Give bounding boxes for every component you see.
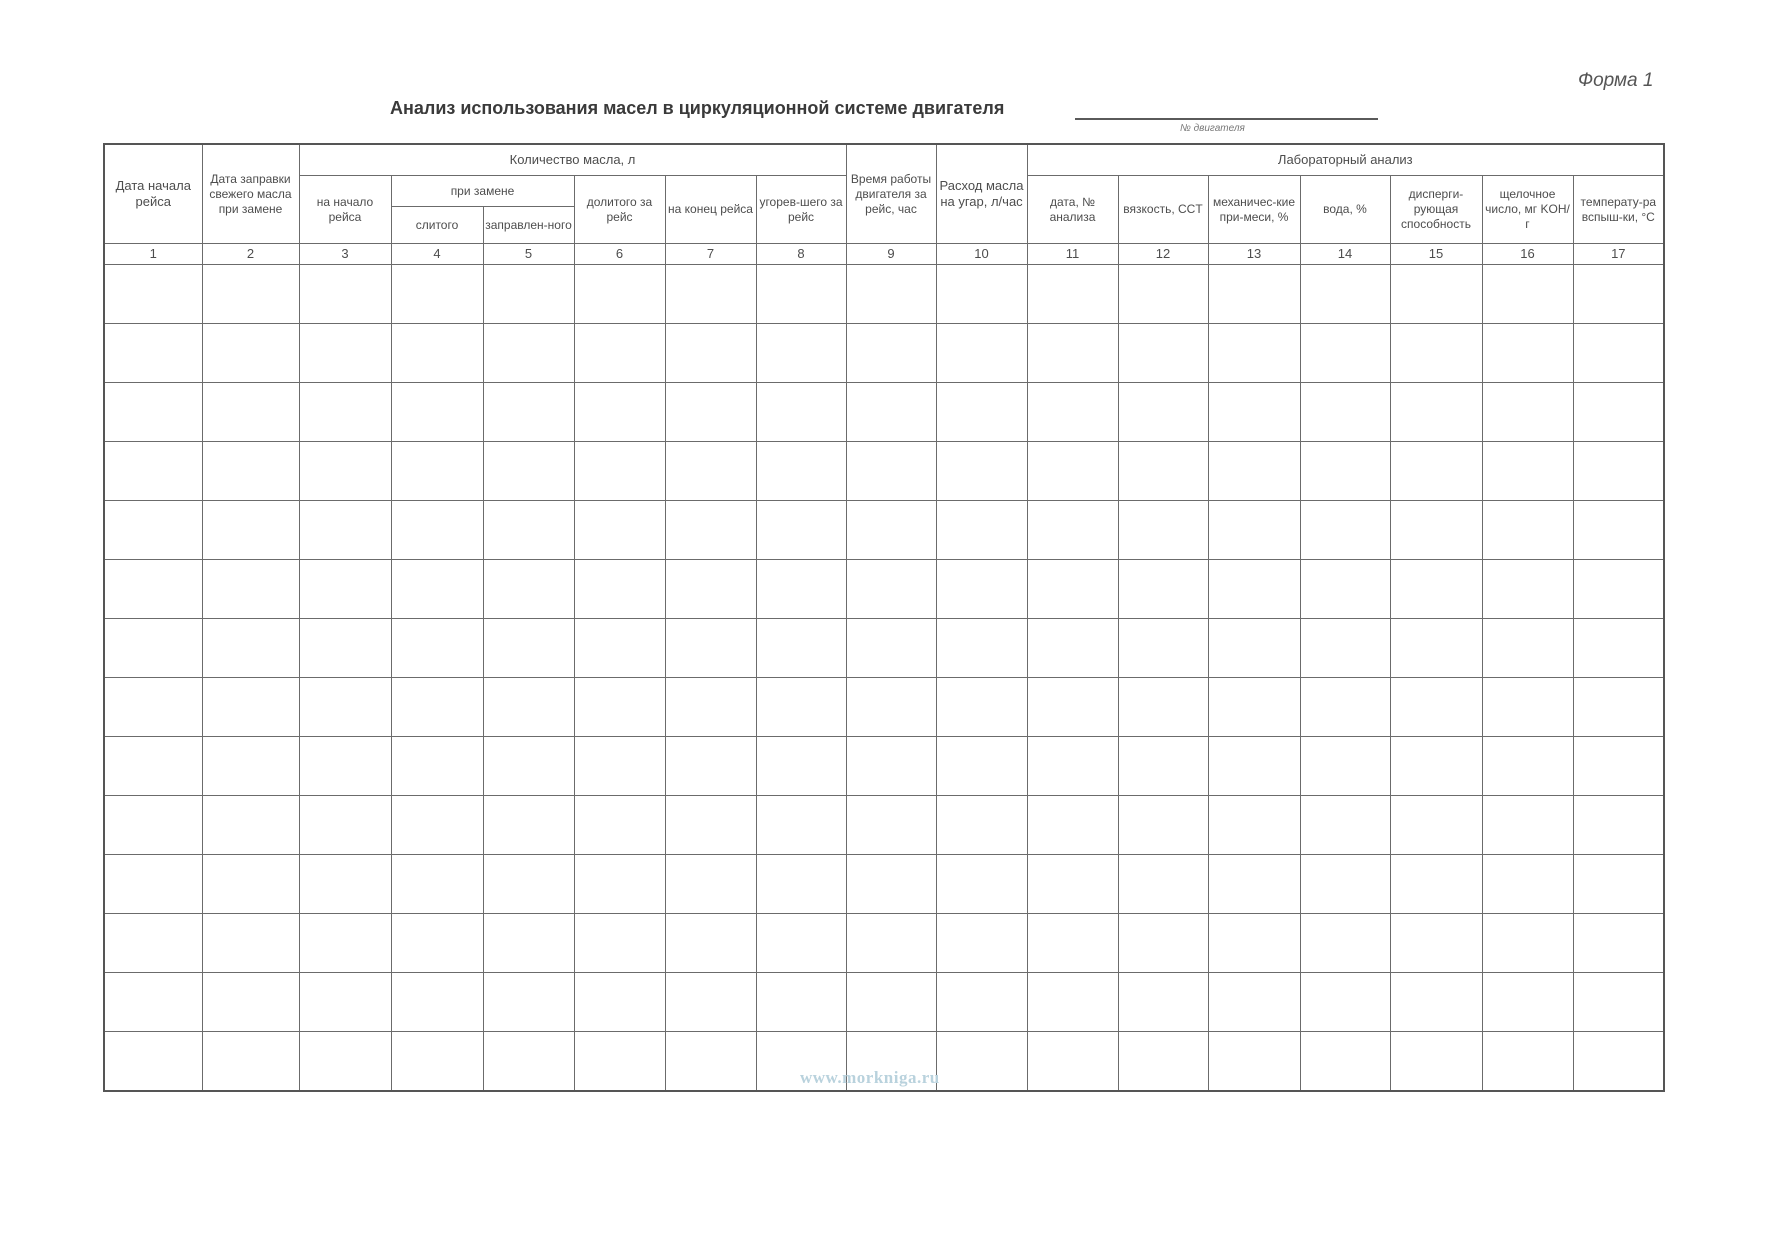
table-row [104, 678, 1664, 737]
table-cell[interactable] [391, 501, 483, 560]
table-cell[interactable] [202, 678, 299, 737]
table-cell[interactable] [483, 560, 574, 619]
table-cell[interactable] [574, 442, 665, 501]
table-cell[interactable] [846, 324, 936, 383]
table-cell[interactable] [1208, 501, 1300, 560]
header-fresh-oil-date: Дата заправки свежего масла при замене [202, 144, 299, 244]
table-cell[interactable] [756, 501, 846, 560]
table-row [104, 265, 1664, 324]
table-cell[interactable] [846, 973, 936, 1032]
column-number: 13 [1208, 244, 1300, 265]
table-cell[interactable] [483, 324, 574, 383]
table-cell[interactable] [665, 1032, 756, 1092]
table-cell[interactable] [1390, 560, 1482, 619]
table-cell[interactable] [1300, 383, 1390, 442]
table-cell[interactable] [936, 383, 1027, 442]
table-cell[interactable] [1573, 973, 1664, 1032]
table-cell[interactable] [104, 442, 202, 501]
table-cell[interactable] [1208, 265, 1300, 324]
header-oil-at-end: на конец рейса [665, 176, 756, 244]
table-cell[interactable] [104, 324, 202, 383]
table-cell[interactable] [483, 855, 574, 914]
watermark: www.morkniga.ru [800, 1068, 940, 1087]
column-number: 2 [202, 244, 299, 265]
table-cell[interactable] [483, 383, 574, 442]
table-cell[interactable] [1573, 796, 1664, 855]
table-cell[interactable] [1208, 914, 1300, 973]
table-cell[interactable] [846, 796, 936, 855]
column-number: 4 [391, 244, 483, 265]
column-number: 9 [846, 244, 936, 265]
table-cell[interactable] [1027, 796, 1118, 855]
table-cell[interactable] [299, 973, 391, 1032]
table-cell[interactable] [1300, 1032, 1390, 1092]
table-cell[interactable] [1027, 383, 1118, 442]
table-cell[interactable] [846, 914, 936, 973]
table-cell[interactable] [483, 1032, 574, 1092]
header-mechanical-impurities: механичес-кие при-меси, % [1208, 176, 1300, 244]
table-cell[interactable] [391, 383, 483, 442]
table-cell[interactable] [665, 914, 756, 973]
header-oil-drained: слитого [391, 207, 483, 244]
table-cell[interactable] [1208, 1032, 1300, 1092]
column-number: 8 [756, 244, 846, 265]
table-cell[interactable] [1390, 973, 1482, 1032]
table-cell[interactable] [1573, 560, 1664, 619]
table-cell[interactable] [1482, 678, 1573, 737]
page-title: Анализ использования масел в циркуляционной системе двигателя [390, 98, 1005, 118]
table-cell[interactable] [1482, 973, 1573, 1032]
column-number: 6 [574, 244, 665, 265]
table-cell[interactable] [846, 737, 936, 796]
header-analysis-date: дата, № анализа [1027, 176, 1118, 244]
header-oil-topped-up: долитого за рейс [574, 176, 665, 244]
table-cell[interactable] [202, 383, 299, 442]
column-number: 17 [1573, 244, 1664, 265]
table-cell[interactable] [1573, 324, 1664, 383]
table-cell[interactable] [391, 855, 483, 914]
table-cell[interactable] [299, 383, 391, 442]
table-cell[interactable] [1482, 796, 1573, 855]
table-cell[interactable] [574, 973, 665, 1032]
table-cell[interactable] [391, 973, 483, 1032]
table-cell[interactable] [483, 442, 574, 501]
table-cell[interactable] [104, 501, 202, 560]
table-cell[interactable] [1482, 1032, 1573, 1092]
table-cell[interactable] [1573, 501, 1664, 560]
table-cell[interactable] [1390, 501, 1482, 560]
table-cell[interactable] [1573, 678, 1664, 737]
table-cell[interactable] [202, 973, 299, 1032]
table-cell[interactable] [104, 737, 202, 796]
header-water: вода, % [1300, 176, 1390, 244]
table-cell[interactable] [1118, 796, 1208, 855]
table-cell[interactable] [1482, 914, 1573, 973]
table-cell[interactable] [756, 383, 846, 442]
table-cell[interactable] [1027, 973, 1118, 1032]
header-trip-start-date: Дата начала рейса [104, 144, 202, 244]
table-cell[interactable] [299, 501, 391, 560]
table-cell[interactable] [1390, 737, 1482, 796]
table-cell[interactable] [1573, 383, 1664, 442]
table-cell[interactable] [1027, 442, 1118, 501]
table-cell[interactable] [756, 619, 846, 678]
table-cell[interactable] [202, 265, 299, 324]
table-cell[interactable] [665, 265, 756, 324]
table-cell[interactable] [1300, 914, 1390, 973]
table-cell[interactable] [104, 560, 202, 619]
table-cell[interactable] [574, 796, 665, 855]
table-cell[interactable] [1390, 914, 1482, 973]
table-cell[interactable] [756, 914, 846, 973]
table-cell[interactable] [1390, 383, 1482, 442]
table-cell[interactable] [299, 796, 391, 855]
table-cell[interactable] [104, 973, 202, 1032]
table-row [104, 501, 1664, 560]
table-cell[interactable] [1118, 619, 1208, 678]
column-number: 1 [104, 244, 202, 265]
header-replacement-group: при замене [391, 176, 574, 207]
table-cell[interactable] [846, 501, 936, 560]
table-cell[interactable] [574, 560, 665, 619]
table-cell[interactable] [1118, 855, 1208, 914]
table-cell[interactable] [1118, 442, 1208, 501]
table-cell[interactable] [1118, 265, 1208, 324]
column-number: 5 [483, 244, 574, 265]
table-cell[interactable] [1390, 855, 1482, 914]
table-cell[interactable] [104, 796, 202, 855]
table-cell[interactable] [483, 265, 574, 324]
table-cell[interactable] [1390, 265, 1482, 324]
header-dispersing-ability: дисперги-рующая способность [1390, 176, 1482, 244]
table-cell[interactable] [391, 619, 483, 678]
table-cell[interactable] [846, 619, 936, 678]
table-cell[interactable] [1208, 324, 1300, 383]
table-cell[interactable] [1482, 324, 1573, 383]
table-cell[interactable] [1390, 619, 1482, 678]
table-cell[interactable] [574, 1032, 665, 1092]
table-cell[interactable] [1573, 1032, 1664, 1092]
table-cell[interactable] [202, 442, 299, 501]
table-cell[interactable] [756, 560, 846, 619]
table-cell[interactable] [1027, 737, 1118, 796]
table-cell[interactable] [483, 973, 574, 1032]
table-cell[interactable] [1118, 973, 1208, 1032]
table-cell[interactable] [1208, 973, 1300, 1032]
table-row [104, 619, 1664, 678]
table-cell[interactable] [936, 560, 1027, 619]
header-oil-quantity-group: Количество масла, л [299, 144, 846, 176]
table-row [104, 442, 1664, 501]
table-cell[interactable] [299, 678, 391, 737]
table-cell[interactable] [483, 501, 574, 560]
table-cell[interactable] [104, 383, 202, 442]
header-engine-runtime: Время работы двигателя за рейс, час [846, 144, 936, 244]
table-cell[interactable] [936, 678, 1027, 737]
column-number: 11 [1027, 244, 1118, 265]
table-cell[interactable] [756, 678, 846, 737]
table-cell[interactable] [936, 796, 1027, 855]
header-oil-filled: заправлен-ного [483, 207, 574, 244]
table-cell[interactable] [104, 619, 202, 678]
table-cell[interactable] [665, 619, 756, 678]
table-cell[interactable] [1482, 737, 1573, 796]
table-cell[interactable] [202, 737, 299, 796]
table-cell[interactable] [1027, 914, 1118, 973]
table-cell[interactable] [665, 324, 756, 383]
table-cell[interactable] [756, 855, 846, 914]
header-viscosity: вязкость, CCT [1118, 176, 1208, 244]
table-row [104, 324, 1664, 383]
table-cell[interactable] [1118, 560, 1208, 619]
table-cell[interactable] [936, 619, 1027, 678]
table-cell[interactable] [202, 560, 299, 619]
engine-number-caption: № двигателя [1180, 123, 1245, 134]
table-cell[interactable] [1300, 560, 1390, 619]
table-cell[interactable] [1118, 914, 1208, 973]
table-cell[interactable] [202, 1032, 299, 1092]
table-cell[interactable] [202, 796, 299, 855]
table-cell[interactable] [665, 973, 756, 1032]
table-cell[interactable] [936, 1032, 1027, 1092]
header-base-number: щелочное число, мг KOH/г [1482, 176, 1573, 244]
table-row [104, 914, 1664, 973]
table-cell[interactable] [574, 737, 665, 796]
table-cell[interactable] [391, 914, 483, 973]
header-oil-consumption: Расход масла на угар, л/час [936, 144, 1027, 244]
table-cell[interactable] [299, 914, 391, 973]
table-cell[interactable] [202, 619, 299, 678]
table-cell[interactable] [936, 855, 1027, 914]
table-cell[interactable] [756, 973, 846, 1032]
table-cell[interactable] [1300, 324, 1390, 383]
table-cell[interactable] [1390, 678, 1482, 737]
table-cell[interactable] [846, 855, 936, 914]
table-row [104, 383, 1664, 442]
table-cell[interactable] [1027, 678, 1118, 737]
table-cell[interactable] [1027, 619, 1118, 678]
table-cell[interactable] [1027, 501, 1118, 560]
table-cell[interactable] [299, 855, 391, 914]
table-cell[interactable] [1390, 796, 1482, 855]
table-cell[interactable] [1300, 619, 1390, 678]
table-cell[interactable] [1208, 678, 1300, 737]
table-cell[interactable] [665, 796, 756, 855]
table-cell[interactable] [665, 560, 756, 619]
oil-analysis-table [103, 143, 1665, 1092]
table-cell[interactable] [202, 855, 299, 914]
table-cell[interactable] [665, 383, 756, 442]
table-cell[interactable] [1573, 442, 1664, 501]
table-cell[interactable] [1208, 737, 1300, 796]
table-cell[interactable] [391, 796, 483, 855]
table-cell[interactable] [1390, 442, 1482, 501]
title-row [390, 96, 1380, 136]
table-cell[interactable] [846, 678, 936, 737]
header-oil-burned: угорев-шего за рейс [756, 176, 846, 244]
table-row [104, 560, 1664, 619]
column-number: 10 [936, 244, 1027, 265]
table-cell[interactable] [104, 678, 202, 737]
table-cell[interactable] [574, 383, 665, 442]
table-cell[interactable] [391, 737, 483, 796]
table-cell[interactable] [936, 324, 1027, 383]
table-cell[interactable] [1118, 678, 1208, 737]
table-cell[interactable] [1300, 678, 1390, 737]
table-cell[interactable] [1300, 855, 1390, 914]
table-cell[interactable] [1027, 1032, 1118, 1092]
table-cell[interactable] [299, 619, 391, 678]
table-cell[interactable] [574, 501, 665, 560]
table-cell[interactable] [391, 442, 483, 501]
table-cell[interactable] [1027, 855, 1118, 914]
table-cell[interactable] [1300, 265, 1390, 324]
header-flash-point: температу-ра вспыш-ки, °C [1573, 176, 1664, 244]
table-cell[interactable] [1390, 1032, 1482, 1092]
table-cell[interactable] [1390, 324, 1482, 383]
table-cell[interactable] [1208, 383, 1300, 442]
table-row [104, 855, 1664, 914]
table-cell[interactable] [1300, 501, 1390, 560]
table-cell[interactable] [936, 737, 1027, 796]
table-cell[interactable] [1482, 383, 1573, 442]
table-cell[interactable] [299, 442, 391, 501]
table-cell[interactable] [756, 796, 846, 855]
table-cell[interactable] [391, 265, 483, 324]
table-cell[interactable] [104, 914, 202, 973]
table-cell[interactable] [1573, 855, 1664, 914]
table-cell[interactable] [202, 914, 299, 973]
column-number: 7 [665, 244, 756, 265]
table-cell[interactable] [1482, 265, 1573, 324]
table-cell[interactable] [936, 442, 1027, 501]
table-cell[interactable] [1208, 619, 1300, 678]
table-cell[interactable] [756, 737, 846, 796]
table-cell[interactable] [756, 442, 846, 501]
table-cell[interactable] [299, 1032, 391, 1092]
table-cell[interactable] [1573, 619, 1664, 678]
table-cell[interactable] [1573, 265, 1664, 324]
table-cell[interactable] [665, 855, 756, 914]
table-cell[interactable] [1300, 973, 1390, 1032]
table-cell[interactable] [391, 678, 483, 737]
table-row [104, 737, 1664, 796]
table-cell[interactable] [574, 855, 665, 914]
table-cell[interactable] [665, 442, 756, 501]
column-number: 16 [1482, 244, 1573, 265]
table-cell[interactable] [104, 265, 202, 324]
table-cell[interactable] [299, 560, 391, 619]
table-cell[interactable] [1300, 796, 1390, 855]
table-cell[interactable] [1027, 265, 1118, 324]
table-cell[interactable] [756, 324, 846, 383]
table-cell[interactable] [1118, 324, 1208, 383]
header-oil-at-start: на начало рейса [299, 176, 391, 244]
table-cell[interactable] [391, 560, 483, 619]
table-cell[interactable] [574, 324, 665, 383]
table-cell[interactable] [1482, 442, 1573, 501]
table-cell[interactable] [299, 265, 391, 324]
table-cell[interactable] [1300, 737, 1390, 796]
table-cell[interactable] [665, 737, 756, 796]
column-number: 15 [1390, 244, 1482, 265]
table-cell[interactable] [202, 501, 299, 560]
column-number: 14 [1300, 244, 1390, 265]
table-cell[interactable] [1573, 737, 1664, 796]
column-number: 3 [299, 244, 391, 265]
table-cell[interactable] [1482, 619, 1573, 678]
form-number-label: Форма 1 [1578, 70, 1654, 91]
header-lab-analysis-group: Лабораторный анализ [1027, 144, 1664, 176]
table-cell[interactable] [391, 324, 483, 383]
table-cell[interactable] [483, 914, 574, 973]
table-row [104, 973, 1664, 1032]
table-cell[interactable] [574, 914, 665, 973]
table-cell[interactable] [104, 1032, 202, 1092]
table-cell[interactable] [1118, 383, 1208, 442]
table-cell[interactable] [756, 265, 846, 324]
table-cell[interactable] [665, 678, 756, 737]
table-cell[interactable] [202, 324, 299, 383]
table-cell[interactable] [846, 560, 936, 619]
table-cell[interactable] [299, 737, 391, 796]
table-cell[interactable] [846, 265, 936, 324]
table-cell[interactable] [936, 914, 1027, 973]
table-cell[interactable] [574, 619, 665, 678]
table-cell[interactable] [483, 678, 574, 737]
table-cell[interactable] [299, 324, 391, 383]
table-cell[interactable] [1208, 796, 1300, 855]
table-row [104, 796, 1664, 855]
table-cell[interactable] [936, 973, 1027, 1032]
table-cell[interactable] [1118, 1032, 1208, 1092]
table-cell[interactable] [665, 501, 756, 560]
table-cell[interactable] [391, 1032, 483, 1092]
table-cell[interactable] [1208, 442, 1300, 501]
table-cell[interactable] [1482, 501, 1573, 560]
table-cell[interactable] [104, 855, 202, 914]
table-cell[interactable] [1027, 324, 1118, 383]
table-cell[interactable] [483, 737, 574, 796]
table-cell[interactable] [1482, 855, 1573, 914]
table-cell[interactable] [1300, 442, 1390, 501]
table-cell[interactable] [574, 678, 665, 737]
table-cell[interactable] [846, 383, 936, 442]
table-cell[interactable] [1208, 855, 1300, 914]
column-number: 12 [1118, 244, 1208, 265]
table-cell[interactable] [483, 619, 574, 678]
table-cell[interactable] [1208, 560, 1300, 619]
table-cell[interactable] [936, 265, 1027, 324]
table-cell[interactable] [1118, 501, 1208, 560]
table-cell[interactable] [1482, 560, 1573, 619]
table-cell[interactable] [574, 265, 665, 324]
data-body [104, 265, 1664, 1092]
table-cell[interactable] [1118, 737, 1208, 796]
table-cell[interactable] [1027, 560, 1118, 619]
table-cell[interactable] [1573, 914, 1664, 973]
table-cell[interactable] [483, 796, 574, 855]
table-cell[interactable] [846, 442, 936, 501]
column-number-row [104, 244, 1664, 265]
engine-number-blank[interactable] [1075, 118, 1378, 120]
table-cell[interactable] [936, 501, 1027, 560]
